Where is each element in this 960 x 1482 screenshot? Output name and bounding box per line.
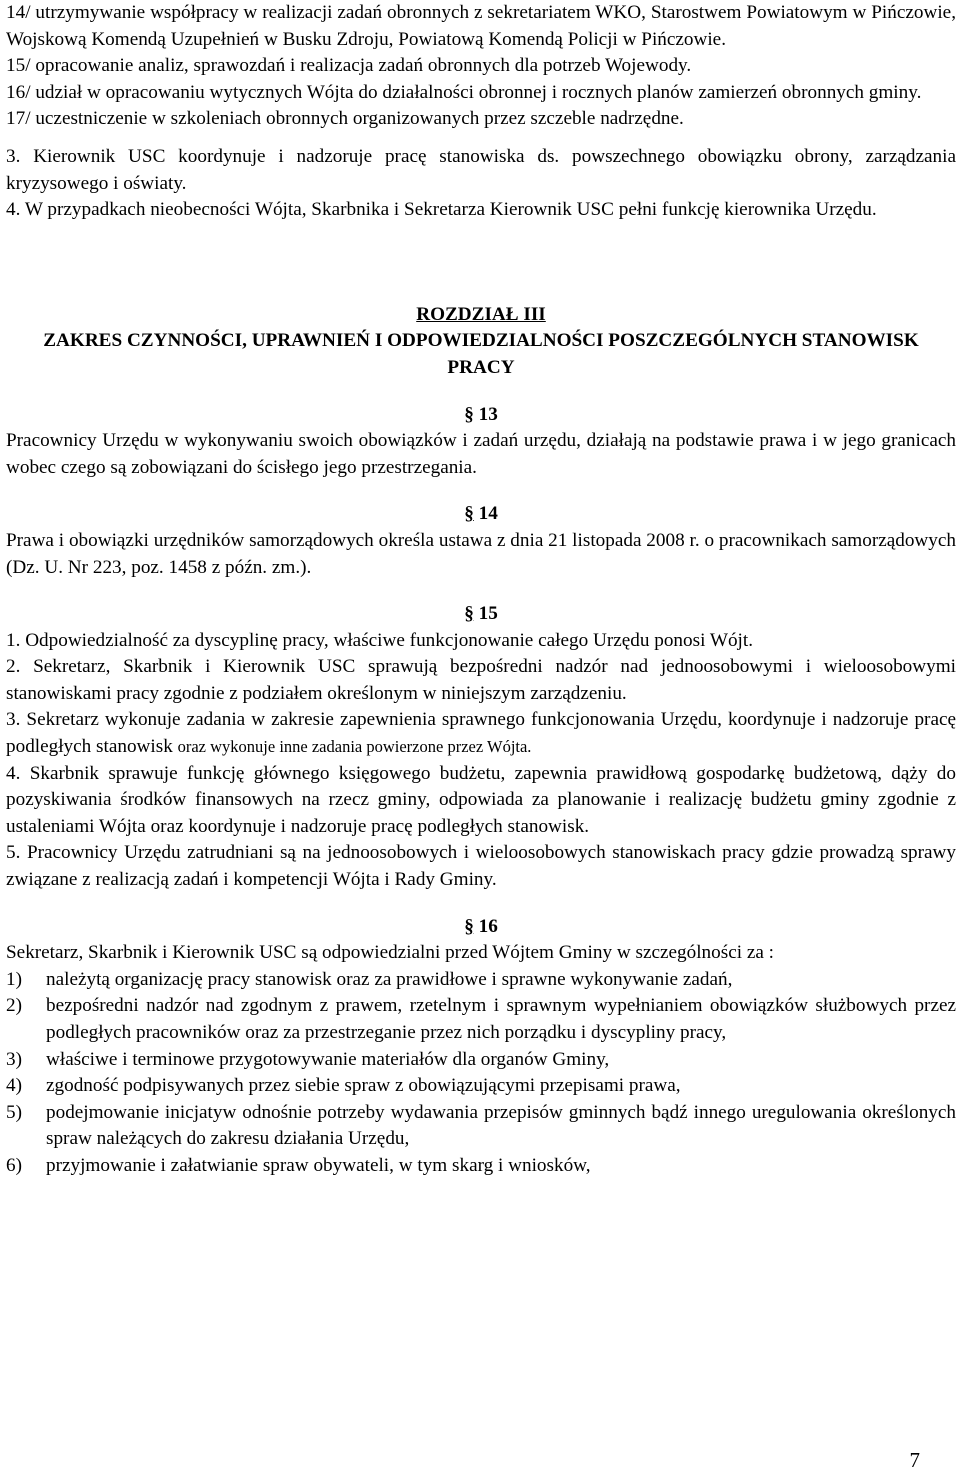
section-16-intro: Sekretarz, Skarbnik i Kierownik USC są odpowiedzialni przed Wójtem Gminy w szczególności za :	[6, 942, 775, 964]
item-4-kierownik: 4. W przypadkach nieobecności Wójta, Skarbnika i Sekretarza Kierownik USC pełni funkcję kierownika Urzędu.	[6, 199, 877, 221]
section-15-sign: § 15	[464, 603, 498, 625]
section-13-text: Pracownicy Urzędu w wykonywaniu swoich obowiązków i zadań urzędu, działają na podstawie prawa i w jego granicach wobec czego są zobowiązani do ścisłego jego przestrzegania.	[6, 430, 956, 478]
section-15-item-2: 2. Sekretarz, Skarbnik i Kierownik USC sprawują bezpośredni nadzór nad jednoosobowymi i wieloosobowymi stanowiskami pracy zgodnie z podziałem określonym w niniejszym zarządzeniu.	[6, 656, 956, 704]
document-page	[6, 0, 956, 1180]
section-15-item-5: 5. Pracownicy Urzędu zatrudniani są na jednoosobowych i wieloosobowych stanowiskach pracy gdzie prowadzą sprawy związane z realizacją zadań i kompetencji Wójta i Rady Gminy.	[6, 842, 956, 891]
section-16-item-4: 4) zgodność podpisywanych przez siebie spraw z obowiązującymi przepisami prawa,	[6, 1075, 681, 1097]
item-17: 17/ uczestniczenie w szkoleniach obronnych organizowanych przez szczeble nadrzędne.	[6, 108, 684, 130]
section-16-item-3: 3) właściwe i terminowe przygotowywanie materiałów dla organów Gminy,	[6, 1048, 610, 1070]
section-15-item-4: 4. Skarbnik sprawuje funkcję głównego księgowego budżetu, zapewnia prawidłową gospodarkę budżetową, dąży do pozyskiwania środków finansowych na rzecz gminy, odpowiada za planowanie i realizację budżetu gminy zgodnie z ustaleniami Wójta oraz koordynuje i nadzoruje pracę podległych stanowisk.	[6, 762, 956, 837]
chapter-subtitle: ZAKRES CZYNNOŚCI, UPRAWNIEŃ I ODPOWIEDZIALNOŚCI POSZCZEGÓLNYCH STANOWISK PRACY	[43, 330, 919, 378]
section-14-sign: § 14	[464, 503, 498, 525]
section-15-item-1: 1. Odpowiedzialność za dyscyplinę pracy, właściwe funkcjonowanie całego Urzędu ponosi Wójt.	[6, 629, 754, 651]
section-16-item-2: 2) bezpośredni nadzór nad zgodnym z prawem, rzetelnym i sprawnym wypełnianiem obowiązków służbowych przez podległych pracowników oraz za przestrzeganie przez nich porządku i dyscypliny pracy,	[6, 995, 956, 1043]
item-15: 15/ opracowanie analiz, sprawozdań i realizacja zadań obronnych dla potrzeb Wojewody.	[6, 55, 692, 77]
section-16-item-6: 6) przyjmowanie i załatwianie spraw obywateli, w tym skarg i wniosków,	[6, 1154, 591, 1176]
section-15-item-3: 3. Sekretarz wykonuje zadania w zakresie zapewnienia sprawnego funkcjonowania Urzędu, koordynuje i nadzoruje pracę podległych stanowisk oraz wykonuje inne zadania powierzone przez Wójta.	[6, 709, 956, 758]
section-16-item-5: 5) podejmowanie inicjatyw odnośnie potrzeby wydawania przepisów gminnych bądź innego uregulowania określonych spraw należących do zakresu działania Urzędu,	[6, 1101, 956, 1150]
item-16: 16/ udział w opracowaniu wytycznych Wójta do działalności obronnej i rocznych planów zamierzeń obronnych gminy.	[6, 81, 922, 103]
section-16-item-1: 1) należytą organizację pracy stanowisk oraz za prawidłowe i sprawne wykonywanie zadań,	[6, 968, 733, 990]
section-13-sign: § 13	[464, 403, 498, 425]
item-3-kierownik: 3. Kierownik USC koordynuje i nadzoruje pracę stanowiska ds. powszechnego obowiązku obrony, zarządzania kryzysowego i oświaty.	[6, 145, 956, 194]
page-number: 7	[909, 1448, 920, 1472]
section-16-sign: § 16	[464, 915, 498, 937]
item-14: 14/ utrzymywanie współpracy w realizacji zadań obronnych z sekretariatem WKO, Starostwem Powiatowym w Pińczowie, Wojskową Komendą Uzupełnień w Busku Zdroju, Powiatową Komendą Policji w Pińczowie.	[6, 2, 956, 50]
chapter-title: ROZDZIAŁ III	[416, 303, 546, 325]
section-14-text: Prawa i obowiązki urzędników samorządowych określa ustawa z dnia 21 listopada 2008 r. o pracownikach samorządowych (Dz. U. Nr 223, poz. 1458 z późn. zm.).	[6, 529, 956, 578]
